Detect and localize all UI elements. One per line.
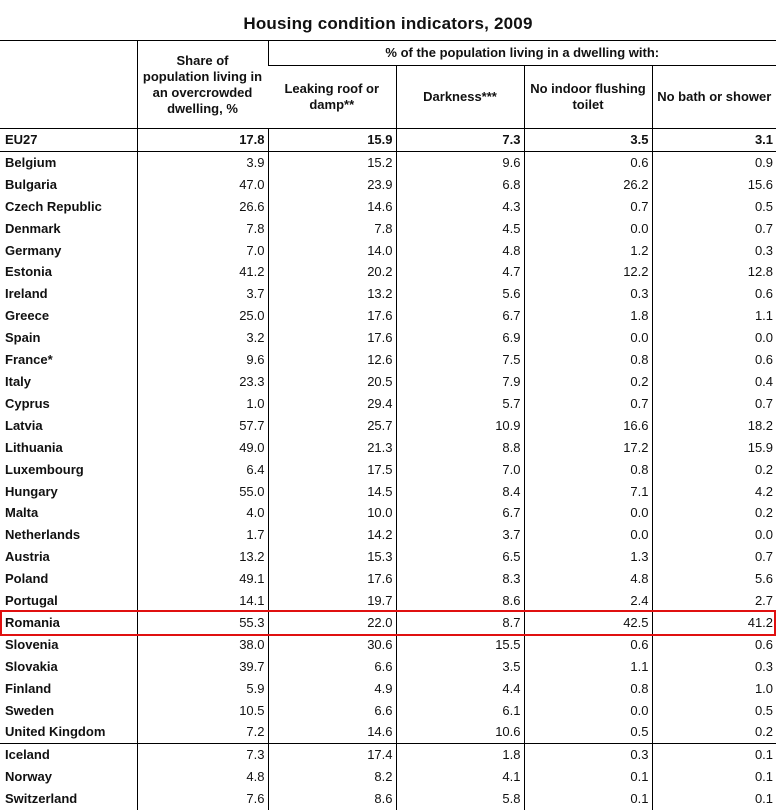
value-cell: 16.6 — [524, 415, 652, 437]
value-cell: 0.8 — [524, 678, 652, 700]
value-cell: 39.7 — [137, 656, 268, 678]
value-cell: 5.6 — [396, 283, 524, 305]
value-cell: 0.0 — [652, 524, 776, 546]
value-cell: 0.7 — [652, 546, 776, 568]
value-cell: 0.5 — [652, 196, 776, 218]
value-cell: 0.0 — [652, 327, 776, 349]
value-cell: 6.7 — [396, 305, 524, 327]
table-row — [0, 546, 776, 568]
table-row — [0, 788, 776, 810]
value-cell: 49.0 — [137, 437, 268, 459]
country-cell: Hungary — [0, 481, 137, 503]
value-cell: 6.8 — [396, 174, 524, 196]
value-cell: 8.3 — [396, 568, 524, 590]
country-cell: Portugal — [0, 590, 137, 612]
value-cell: 4.0 — [137, 502, 268, 524]
country-cell: France* — [0, 349, 137, 371]
value-cell: 3.5 — [396, 656, 524, 678]
value-cell: 20.5 — [268, 371, 396, 393]
value-cell: 6.4 — [137, 459, 268, 481]
country-cell: Malta — [0, 502, 137, 524]
value-cell: 6.5 — [396, 546, 524, 568]
value-cell: 0.6 — [652, 283, 776, 305]
column-header-darkness: Darkness*** — [396, 66, 524, 129]
value-cell: 26.6 — [137, 196, 268, 218]
table-row — [0, 700, 776, 722]
table-row — [0, 766, 776, 788]
country-cell: Czech Republic — [0, 196, 137, 218]
table-row — [0, 371, 776, 393]
stub-header — [0, 41, 137, 129]
table-header — [0, 41, 776, 129]
value-cell: 25.0 — [137, 305, 268, 327]
value-cell: 1.0 — [137, 393, 268, 415]
table-row — [0, 502, 776, 524]
table-row — [0, 240, 776, 262]
column-header-no-toilet: No indoor flushing toilet — [524, 66, 652, 129]
value-cell: 7.6 — [137, 788, 268, 810]
value-cell: 49.1 — [137, 568, 268, 590]
value-cell: 8.4 — [396, 481, 524, 503]
value-cell: 26.2 — [524, 174, 652, 196]
value-cell: 0.0 — [524, 327, 652, 349]
value-cell: 1.7 — [137, 524, 268, 546]
value-cell: 4.5 — [396, 218, 524, 240]
value-cell: 5.9 — [137, 678, 268, 700]
table-row — [0, 393, 776, 415]
table-row — [0, 218, 776, 240]
value-cell: 4.1 — [396, 766, 524, 788]
table-row — [0, 305, 776, 327]
value-cell: 25.7 — [268, 415, 396, 437]
value-cell: 15.6 — [652, 174, 776, 196]
value-cell: 22.0 — [268, 612, 396, 634]
value-cell: 6.6 — [268, 656, 396, 678]
value-cell: 3.7 — [137, 283, 268, 305]
value-cell: 9.6 — [137, 349, 268, 371]
value-cell: 0.2 — [652, 502, 776, 524]
value-cell: 0.0 — [524, 502, 652, 524]
value-cell: 0.7 — [524, 393, 652, 415]
value-cell: 0.1 — [652, 766, 776, 788]
value-cell: 1.0 — [652, 678, 776, 700]
value-cell: 5.7 — [396, 393, 524, 415]
value-cell: 4.7 — [396, 261, 524, 283]
value-cell: 29.4 — [268, 393, 396, 415]
country-cell: Spain — [0, 327, 137, 349]
value-cell: 18.2 — [652, 415, 776, 437]
table-row — [0, 524, 776, 546]
country-cell: Finland — [0, 678, 137, 700]
table-row — [0, 261, 776, 283]
table-row — [0, 721, 776, 743]
value-cell: 8.8 — [396, 437, 524, 459]
value-cell: 0.1 — [524, 766, 652, 788]
table-row — [0, 744, 776, 766]
value-cell: 0.7 — [652, 393, 776, 415]
value-cell: 14.6 — [268, 196, 396, 218]
table-row — [0, 481, 776, 503]
value-cell: 0.3 — [652, 656, 776, 678]
country-cell: Iceland — [0, 744, 137, 766]
value-cell: 0.3 — [524, 744, 652, 766]
table-row — [0, 656, 776, 678]
table-row — [0, 634, 776, 656]
value-cell: 1.2 — [524, 240, 652, 262]
table-row — [0, 196, 776, 218]
value-cell: 5.8 — [396, 788, 524, 810]
value-cell: 1.1 — [652, 305, 776, 327]
value-cell: 17.4 — [268, 744, 396, 766]
value-cell: 47.0 — [137, 174, 268, 196]
value-cell: 0.3 — [652, 240, 776, 262]
value-cell: 0.5 — [652, 700, 776, 722]
value-cell: 41.2 — [652, 612, 776, 634]
housing-table — [0, 40, 776, 810]
value-cell: 0.3 — [524, 283, 652, 305]
value-cell: 55.3 — [137, 612, 268, 634]
value-cell: 0.0 — [524, 524, 652, 546]
value-cell: 15.3 — [268, 546, 396, 568]
value-cell: 4.2 — [652, 481, 776, 503]
table-row — [0, 568, 776, 590]
value-cell: 15.2 — [268, 151, 396, 173]
value-cell: 9.6 — [396, 151, 524, 173]
value-cell: 0.8 — [524, 349, 652, 371]
country-cell: Belgium — [0, 151, 137, 173]
value-cell: 0.6 — [524, 151, 652, 173]
group-header: % of the population living in a dwelling with: — [268, 41, 776, 66]
value-cell: 4.4 — [396, 678, 524, 700]
value-cell: 13.2 — [137, 546, 268, 568]
value-cell: 23.9 — [268, 174, 396, 196]
country-cell: Slovakia — [0, 656, 137, 678]
value-cell: 20.2 — [268, 261, 396, 283]
country-cell: Switzerland — [0, 788, 137, 810]
value-cell: 14.1 — [137, 590, 268, 612]
value-cell: 7.0 — [137, 240, 268, 262]
value-cell: 1.3 — [524, 546, 652, 568]
value-cell: 0.6 — [652, 634, 776, 656]
value-cell: 7.2 — [137, 721, 268, 743]
value-cell: 0.7 — [524, 196, 652, 218]
value-cell: 5.6 — [652, 568, 776, 590]
value-cell: 38.0 — [137, 634, 268, 656]
value-cell: 6.7 — [396, 502, 524, 524]
value-cell: 0.5 — [524, 721, 652, 743]
table-row — [0, 349, 776, 371]
value-cell: 1.8 — [524, 305, 652, 327]
country-cell: Estonia — [0, 261, 137, 283]
value-cell: 3.5 — [524, 129, 652, 152]
value-cell: 57.7 — [137, 415, 268, 437]
value-cell: 7.3 — [396, 129, 524, 152]
value-cell: 8.7 — [396, 612, 524, 634]
value-cell: 0.2 — [652, 459, 776, 481]
table-row — [0, 459, 776, 481]
value-cell: 0.1 — [652, 788, 776, 810]
country-cell: Austria — [0, 546, 137, 568]
table-row — [0, 327, 776, 349]
value-cell: 0.4 — [652, 371, 776, 393]
value-cell: 6.9 — [396, 327, 524, 349]
country-cell: Denmark — [0, 218, 137, 240]
value-cell: 0.1 — [524, 788, 652, 810]
value-cell: 23.3 — [137, 371, 268, 393]
country-cell: Luxembourg — [0, 459, 137, 481]
value-cell: 17.6 — [268, 327, 396, 349]
country-cell: Sweden — [0, 700, 137, 722]
value-cell: 13.2 — [268, 283, 396, 305]
country-cell: Bulgaria — [0, 174, 137, 196]
country-cell: Lithuania — [0, 437, 137, 459]
value-cell: 10.0 — [268, 502, 396, 524]
value-cell: 4.8 — [396, 240, 524, 262]
country-cell: Romania — [0, 612, 137, 634]
table-row — [0, 678, 776, 700]
value-cell: 10.6 — [396, 721, 524, 743]
value-cell: 3.9 — [137, 151, 268, 173]
value-cell: 3.7 — [396, 524, 524, 546]
country-cell: Norway — [0, 766, 137, 788]
value-cell: 19.7 — [268, 590, 396, 612]
value-cell: 7.1 — [524, 481, 652, 503]
value-cell: 14.0 — [268, 240, 396, 262]
value-cell: 0.2 — [652, 721, 776, 743]
value-cell: 21.3 — [268, 437, 396, 459]
value-cell: 10.9 — [396, 415, 524, 437]
value-cell: 7.9 — [396, 371, 524, 393]
value-cell: 3.2 — [137, 327, 268, 349]
value-cell: 0.8 — [524, 459, 652, 481]
value-cell: 7.8 — [137, 218, 268, 240]
value-cell: 17.2 — [524, 437, 652, 459]
country-cell: Germany — [0, 240, 137, 262]
value-cell: 55.0 — [137, 481, 268, 503]
value-cell: 0.0 — [524, 218, 652, 240]
value-cell: 4.3 — [396, 196, 524, 218]
value-cell: 8.6 — [396, 590, 524, 612]
value-cell: 14.6 — [268, 721, 396, 743]
value-cell: 41.2 — [137, 261, 268, 283]
value-cell: 12.8 — [652, 261, 776, 283]
value-cell: 0.6 — [524, 634, 652, 656]
value-cell: 14.5 — [268, 481, 396, 503]
country-cell: Latvia — [0, 415, 137, 437]
table-row — [0, 174, 776, 196]
value-cell: 0.0 — [524, 700, 652, 722]
value-cell: 3.1 — [652, 129, 776, 152]
value-cell: 4.8 — [524, 568, 652, 590]
value-cell: 4.8 — [137, 766, 268, 788]
value-cell: 7.0 — [396, 459, 524, 481]
value-cell: 1.1 — [524, 656, 652, 678]
value-cell: 12.2 — [524, 261, 652, 283]
column-header-leaking-roof: Leaking roof or damp** — [268, 66, 396, 129]
value-cell: 17.8 — [137, 129, 268, 152]
value-cell: 14.2 — [268, 524, 396, 546]
value-cell: 7.3 — [137, 744, 268, 766]
country-cell: Slovenia — [0, 634, 137, 656]
value-cell: 0.1 — [652, 744, 776, 766]
value-cell: 2.4 — [524, 590, 652, 612]
table-title: Housing condition indicators, 2009 — [0, 14, 776, 34]
value-cell: 2.7 — [652, 590, 776, 612]
value-cell: 10.5 — [137, 700, 268, 722]
value-cell: 17.5 — [268, 459, 396, 481]
country-cell: Poland — [0, 568, 137, 590]
country-cell: Ireland — [0, 283, 137, 305]
column-header-overcrowded: Share of population living in an overcrowded dwelling, % — [137, 41, 268, 129]
table-row — [0, 437, 776, 459]
value-cell: 15.9 — [652, 437, 776, 459]
country-cell: Cyprus — [0, 393, 137, 415]
country-cell: Greece — [0, 305, 137, 327]
table-row — [0, 129, 776, 152]
country-cell: Italy — [0, 371, 137, 393]
column-header-no-bath: No bath or shower — [652, 66, 776, 129]
value-cell: 6.1 — [396, 700, 524, 722]
value-cell: 12.6 — [268, 349, 396, 371]
value-cell: 17.6 — [268, 305, 396, 327]
table-body — [0, 129, 776, 810]
country-cell: EU27 — [0, 129, 137, 152]
table-row — [0, 612, 776, 634]
value-cell: 15.9 — [268, 129, 396, 152]
value-cell: 8.2 — [268, 766, 396, 788]
value-cell: 4.9 — [268, 678, 396, 700]
value-cell: 42.5 — [524, 612, 652, 634]
value-cell: 6.6 — [268, 700, 396, 722]
value-cell: 30.6 — [268, 634, 396, 656]
table-row — [0, 283, 776, 305]
value-cell: 0.7 — [652, 218, 776, 240]
value-cell: 0.2 — [524, 371, 652, 393]
table-row — [0, 415, 776, 437]
value-cell: 0.9 — [652, 151, 776, 173]
table-row — [0, 590, 776, 612]
country-cell: Netherlands — [0, 524, 137, 546]
value-cell: 17.6 — [268, 568, 396, 590]
country-cell: United Kingdom — [0, 721, 137, 743]
table-row — [0, 151, 776, 173]
value-cell: 7.8 — [268, 218, 396, 240]
value-cell: 1.8 — [396, 744, 524, 766]
value-cell: 15.5 — [396, 634, 524, 656]
value-cell: 0.6 — [652, 349, 776, 371]
value-cell: 7.5 — [396, 349, 524, 371]
value-cell: 8.6 — [268, 788, 396, 810]
